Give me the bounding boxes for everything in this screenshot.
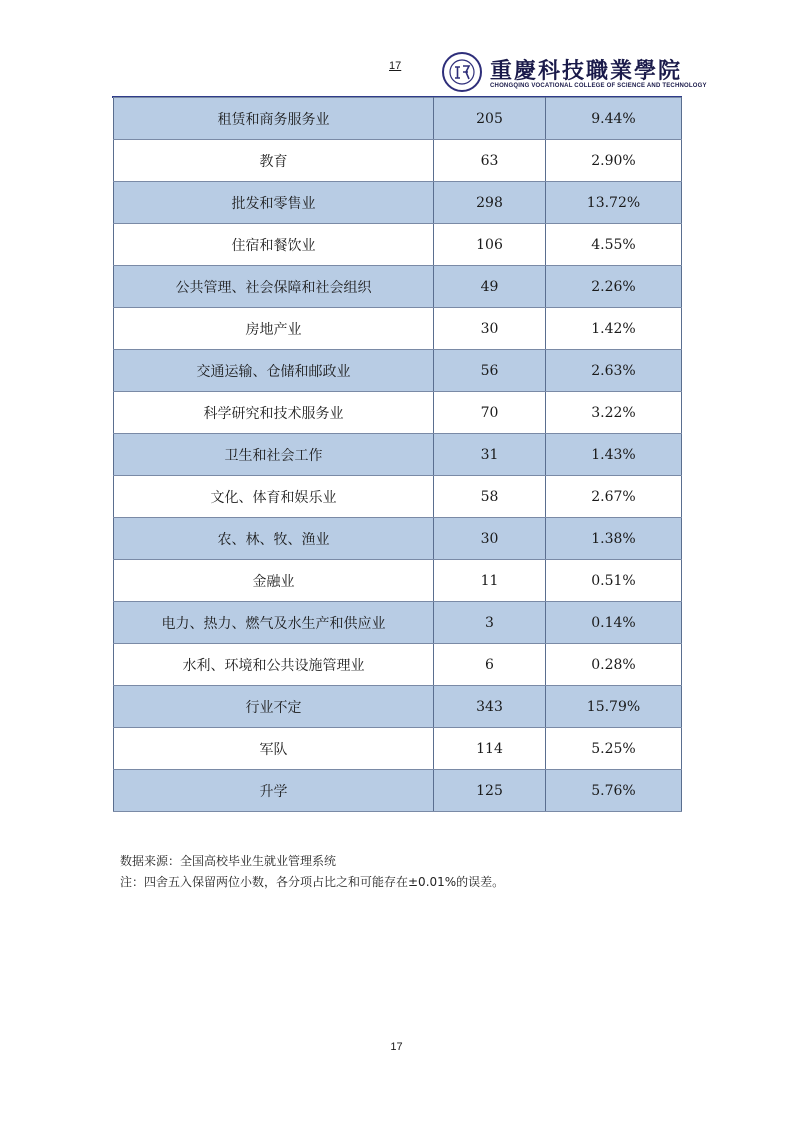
percent-cell: 9.44% [546, 98, 682, 140]
percent-cell: 3.22% [546, 392, 682, 434]
table-row [114, 686, 682, 728]
percent-cell: 15.79% [546, 686, 682, 728]
table-row [114, 392, 682, 434]
industry-cell: 批发和零售业 [114, 182, 434, 224]
count-cell: 31 [434, 434, 546, 476]
table-row [114, 476, 682, 518]
count-cell: 6 [434, 644, 546, 686]
percent-cell: 2.67% [546, 476, 682, 518]
percent-cell: 0.14% [546, 602, 682, 644]
header-page-number: 17 [389, 60, 402, 72]
industry-cell: 教育 [114, 140, 434, 182]
industry-cell: 农、林、牧、渔业 [114, 518, 434, 560]
industry-cell: 科学研究和技术服务业 [114, 392, 434, 434]
count-cell: 49 [434, 266, 546, 308]
table-row [114, 728, 682, 770]
industry-cell: 住宿和餐饮业 [114, 224, 434, 266]
percent-cell: 1.42% [546, 308, 682, 350]
table-row [114, 308, 682, 350]
industry-cell: 升学 [114, 770, 434, 812]
industry-cell: 文化、体育和娱乐业 [114, 476, 434, 518]
industry-cell: 金融业 [114, 560, 434, 602]
count-cell: 58 [434, 476, 546, 518]
count-cell: 298 [434, 182, 546, 224]
percent-cell: 1.43% [546, 434, 682, 476]
table-row [114, 98, 682, 140]
count-cell: 30 [434, 518, 546, 560]
percent-cell: 2.26% [546, 266, 682, 308]
percent-cell: 1.38% [546, 518, 682, 560]
count-cell: 11 [434, 560, 546, 602]
footer-page-number: 17 [390, 1041, 403, 1053]
count-cell: 70 [434, 392, 546, 434]
industry-cell: 公共管理、社会保障和社会组织 [114, 266, 434, 308]
table-row [114, 140, 682, 182]
table-row [114, 224, 682, 266]
industry-distribution-table [113, 97, 682, 812]
table-row [114, 644, 682, 686]
table-row [114, 266, 682, 308]
industry-cell: 水利、环境和公共设施管理业 [114, 644, 434, 686]
industry-cell: 电力、热力、燃气及水生产和供应业 [114, 602, 434, 644]
rounding-remark: 注：四舍五入保留两位小数，各分项占比之和可能存在±0.01%的误差。 [120, 875, 505, 889]
count-cell: 106 [434, 224, 546, 266]
school-name-english: CHONGQING VOCATIONAL COLLEGE OF SCIENCE AND TECHNOLOGY [490, 83, 707, 89]
percent-cell: 5.25% [546, 728, 682, 770]
count-cell: 30 [434, 308, 546, 350]
count-cell: 56 [434, 350, 546, 392]
count-cell: 63 [434, 140, 546, 182]
percent-cell: 5.76% [546, 770, 682, 812]
industry-cell: 租赁和商务服务业 [114, 98, 434, 140]
table-row [114, 434, 682, 476]
school-logo [442, 52, 707, 96]
percent-cell: 2.63% [546, 350, 682, 392]
percent-cell: 0.51% [546, 560, 682, 602]
industry-cell: 交通运输、仓储和邮政业 [114, 350, 434, 392]
table-body [114, 98, 682, 812]
table-row [114, 560, 682, 602]
table-row [114, 350, 682, 392]
page-header [112, 48, 707, 98]
percent-cell: 0.28% [546, 644, 682, 686]
count-cell: 343 [434, 686, 546, 728]
count-cell: 3 [434, 602, 546, 644]
percent-cell: 13.72% [546, 182, 682, 224]
data-source-note: 数据来源：全国高校毕业生就业管理系统 [120, 854, 337, 868]
school-name-chinese: 重慶科技職業學院 [490, 58, 683, 84]
industry-cell: 卫生和社会工作 [114, 434, 434, 476]
percent-cell: 2.90% [546, 140, 682, 182]
table-notes [120, 851, 504, 893]
count-cell: 125 [434, 770, 546, 812]
percent-cell: 4.55% [546, 224, 682, 266]
table-row [114, 518, 682, 560]
count-cell: 205 [434, 98, 546, 140]
industry-cell: 房地产业 [114, 308, 434, 350]
table-row [114, 182, 682, 224]
table-row [114, 602, 682, 644]
industry-cell: 军队 [114, 728, 434, 770]
count-cell: 114 [434, 728, 546, 770]
school-seal-icon [442, 52, 482, 92]
table-row [114, 770, 682, 812]
industry-cell: 行业不定 [114, 686, 434, 728]
